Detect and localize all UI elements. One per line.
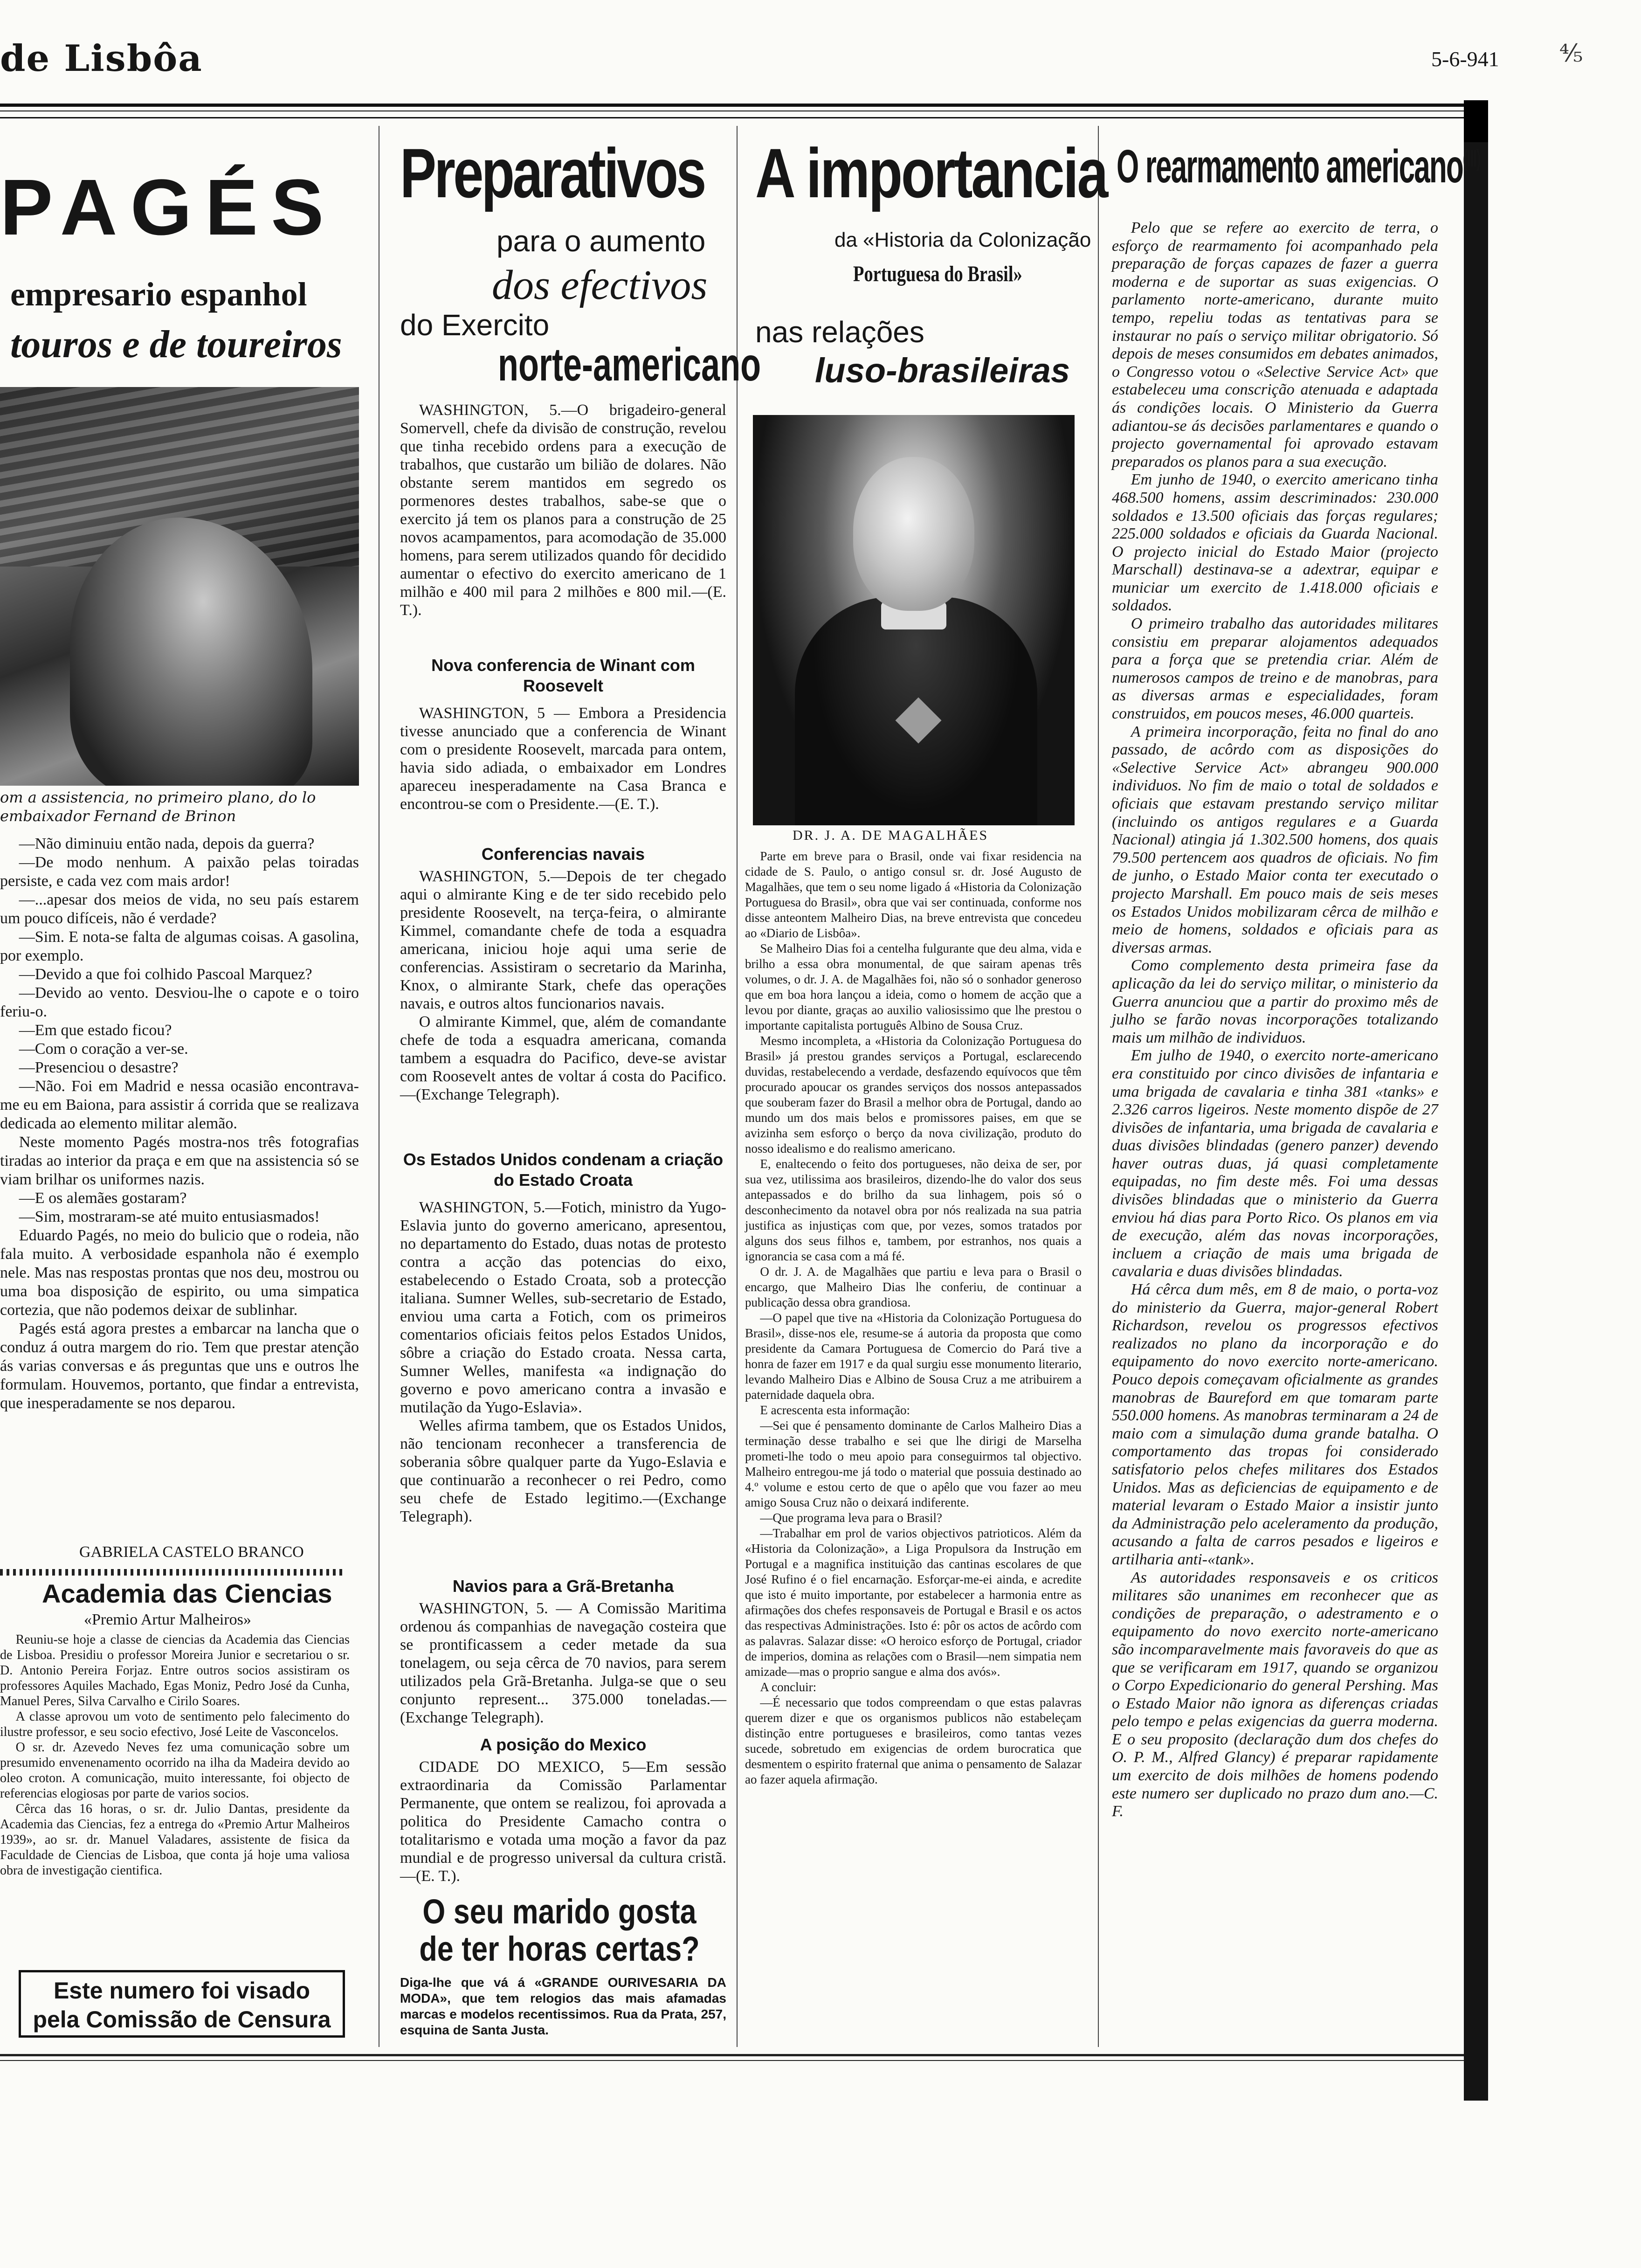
masthead: de Lisbôa (0, 37, 203, 80)
paragraph: WASHINGTON, 5. — A Comissão Maritima ordenou ás companhias de navegação costeira que se prontificassem a ceder metade da sua tonelagem, ou seja cêrca de 70 navios, para serem utilizados pela Grã-Bretanha. Julga-se que o seu conjunto represent... 375.000 toneladas.—(Exchange Telegraph). (400, 1600, 726, 1726)
paragraph: Em julho de 1940, o exercito norte-americano era constituido por cinco divisões de infantaria e uma brigada de cavalaria e tinha 381 «tanks» e 2.326 carros ligeiros. Neste momento dispõe de 27 divisões de infantaria, uma brigada de cavalaria e duas divisões blindadas (genero panzer) devendo haver outras duas, já quasi completamente equipadas, no fim deste mês. Foi uma dessas divisões blindadas que o ministerio da Guerra enviou há dias para Porto Rico. Os planos em via de execução, além das novas incorporações, incluem a criação de mais uma brigada de cavalaria e duas divisões blindadas. (1112, 1047, 1438, 1280)
footer-rule-thin (0, 2060, 1464, 2061)
advert-headline (417, 1893, 702, 1968)
paragraph: —O papel que tive na «Historia da Colonização Portuguesa do Brasil», disse-nos ele, resume-se á autoria da proposta que como presidente da Camara Portuguesa de Comercio do Pará tive a honra de fazer em 1917 e da qual surgiu esse monumento literario, levando Malheiro Dias e Albino de Sousa Cruz a me atribuirem a paternidade daquela obra. (745, 1311, 1082, 1402)
paragraph: E, enaltecendo o feito dos portugueses, não deixa de ser, por sua vez, utilissima aos brasileiros, dizendo-lhe do valor dos seus antepassados e do brilho da sua linhagem, pois só o desconhecimento da notavel obra por nós realizada na sua patria justifica as injustiças com que, por vezes, somos tratados por alguns dos seus filhos e, tambem, por estranhos, nos quais a ignorancia se casa com a má fé. (745, 1157, 1082, 1263)
subhead-croata: Os Estados Unidos condenam a criação do Estado Croata (403, 1150, 724, 1189)
column-rule (1098, 126, 1099, 2047)
portrait-caption: DR. J. A. DE MAGALHÃES (793, 828, 989, 843)
paragraph: Em junho de 1940, o exercito americano tinha 468.500 homens, assim descriminados: 230.000 soldados e 13.500 oficiais das forças regulares; 225.000 soldados e oficiais da Guarda Nacional. O projecto inicial do Estado Maior (projecto Marschall) destinava-se a adextrar, equipar e municiar um exercito de 1.418.000 oficiais e soldados. (1112, 471, 1438, 615)
paragraph: —...apesar dos meios de vida, no seu país estarem um pouco difíceis, não é verdade? (0, 891, 359, 927)
paragraph: —Sim. E nota-se falta de algumas coisas. A gasolina, por exemplo. (0, 928, 359, 964)
paragraph: WASHINGTON, 5.—O brigadeiro-general Somervell, chefe da divisão de construção, revelou que tinha recebido ordens para a execução de trabalhos, que custarão um bilião de dolares. Não obstante serem mantidos em segredo os pormenores destes trabalhos, sabe-se que o exercito já tem os planos para a construção de 25 novos acampamentos, para acomodação de 35.000 homens, para serem utilizados quando fôr decidido aumentar o efectivo do exercito americano de 1 milhão e 400 mil para 2 milhões e 800 mil.—(E. T.). (400, 401, 726, 619)
bullring-photo (0, 387, 359, 786)
paragraph: —Sei que é pensamento dominante de Carlos Malheiro Dias a terminação desse trabalho e sei que lhe dirigi de Marselha prometi-lhe todo o meu apoio para conseguirmos tal objectivo. Malheiro entregou-me já todo o material que possuia destinado ao 4.º volume e estou certo de que o apêlo que vou fazer ao meu amigo Sousa Cruz não o deixará indiferente. (745, 1418, 1082, 1509)
rearmamento-headline (1117, 140, 1480, 194)
rearmamento-part-number: (III) (1462, 145, 1481, 172)
paragraph: —Com o coração a ver-se. (19, 1040, 188, 1058)
mexico-body (400, 1758, 726, 1885)
rearmamento-title-text: O rearmamento americano (1117, 140, 1463, 193)
paragraph: Pelo que se refere ao exercito de terra, o esforço de rearmamento foi acompanhado pela preparação de forças capazes de fazer a guerra moderna e de suportar as suas exigencias. O parlamento norte-americano, durante muito tempo, repeliu todas as tentativas para se instaurar no país o serviço militar obrigatorio. Só depois de meses consumidos em debates animados, o Congresso votou o «Selective Service Act» que estabeleceu uma conscrição atenuada e adaptada ás condições locais. O Ministerio da Guerra adiantou-se ás decisões parlamentares e quando o projecto governamental foi aprovado estavam preparados os planos para a sua execução. (1112, 219, 1438, 470)
paragraph: Parte em breve para o Brasil, onde vai fixar residencia na cidade de S. Paulo, o antigo consul sr. dr. José Augusto de Magalhães, que tem o seu nome ligado á «Historia da Colonização Portuguesa do Brasil», obra que vai ser continuada, conforme nos disse anteontem Malheiro Dias, na breve entrevista que concedeu ao «Diario de Lisbôa». (745, 849, 1082, 940)
censorship-line: pela Comissão de Censura (33, 2006, 331, 2033)
importancia-deck: da «Historia da Colonização (834, 228, 1091, 251)
paragraph: Reuniu-se hoje a classe de ciencias da Academia das Ciencias de Lisboa. Presidiu o professor Moreira Junior e secretariou o sr. D. Antonio Pereira Forjaz. Entre outros socios assistiram os professores Aquiles Machado, Egas Moniz, Pedro José da Cunha, Manuel Peres, Silva Carvalho e Cirilo Soares. (0, 1632, 350, 1708)
paragraph: A concluir: (760, 1680, 817, 1694)
croata-body (400, 1198, 726, 1526)
subhead-winant: Nova conferencia de Winant com Roosevelt (431, 656, 695, 695)
magalhaes-portrait (753, 415, 1075, 825)
preparativos-lead (400, 401, 726, 619)
paragraph: —Presenciou o desastre? (19, 1059, 179, 1076)
academia-subheadline: «Premio Artur Malheiros» (84, 1611, 251, 1628)
pages-byline: GABRIELA CASTELO BRANCO (79, 1543, 304, 1561)
paragraph: —Devido a que foi colhido Pascoal Marquez? (19, 966, 312, 983)
section-divider (0, 1569, 345, 1576)
paragraph: Há cêrca dum mês, em 8 de maio, o porta-voz do ministerio da Guerra, major-general Robert Richardson, revelou os progressos efectivos realizados no plano da incorporação e do equipamento do novo exercito norte-americano. Pouco depois começavam oficialmente as grandes manobras de Baureford em que tomaram parte 550.000 homens. As manobras terminaram a 24 de maio com a simulação duma grande batalha. O comportamento das tropas foi considerado satisfatorio pelos chefes militares dos Estados Unidos. Mas as deficiencias de equipamento e de material levaram o Estado Maior a insistir junto da Administração pelo aceleramento da produção, acusando a falta de carros pesados e ligeiros e artilharia anti-«tank». (1112, 1281, 1438, 1568)
issue-date: 5-6-941 (1431, 47, 1499, 71)
paragraph: —Não. Foi em Madrid e nessa ocasião encontrava-me eu em Baiona, para assistir á corrida que se realizava dedicada ao elemento militar alemão. (0, 1078, 359, 1132)
portrait-head (853, 457, 974, 611)
paragraph: —Sim, mostraram-se até muito entusiasmados! (19, 1208, 320, 1225)
paragraph: Pagés está agora prestes a embarcar na lancha que o conduz á outra margem do rio. Tem que prestar atenção ás varias conversas e ás preguntas que uns e outros lhe formulam. Houvemos, portanto, que findar a entrevista, que inesperadamente se nos deparou. (0, 1320, 359, 1412)
subhead-navios: Navios para a Grã-Bretanha (452, 1577, 674, 1596)
paragraph: —Devido ao vento. Desviou-lhe o capote e o toiro feriu-o. (0, 984, 359, 1020)
right-margin-bar-cap (1464, 100, 1488, 142)
paragraph: —Que programa leva para o Brasil? (760, 1511, 942, 1525)
column-rule (737, 126, 738, 2047)
paragraph: Se Malheiro Dias foi a centelha fulgurante que deu alma, vida e brilho a essa obra monumental, de que sairam apenas três volumes, o dr. J. A. de Magalhães foi, não só o sonhador generoso que em boa hora lançou a ideia, como o homem de acção que a levou por diante, graças ao auxilio valiosissimo que lhe prestou o importante capitalista português Albino de Sousa Cruz. (745, 941, 1082, 1032)
paragraph: As autoridades responsaveis e os criticos militares são unanimes em reconhecer que as condições de preparação, o adestramento e o equipamento do novo exercito norte-americano são incomparavelmente mais favoraveis do que as que se verificaram em 1917, quando se organizou o Corpo Expedicionario do general Pershing. Mas o Estado Maior não ignora as diferenças criadas pelo tempo e pelas exigencias da guerra moderna. E o seu proposito (declaração dum dos chefes do O. P. M., Alfred Glancy) é preparar rapidamente um exercito de dois milhões de homens podendo este numero ser duplicado no prazo dum ano.—C. F. (1112, 1569, 1438, 1820)
pages-body (0, 835, 359, 1413)
paragraph: Como complemento desta primeira fase da aplicação da lei do serviço militar, o ministerio da Guerra anunciou que a partir do proximo mês de julho se farão novas incorporações totalizando mais um milhão de individuos. (1112, 957, 1438, 1046)
paragraph: CIDADE DO MEXICO, 5—Em sessão extraordinaria da Comissão Parlamentar Permanente, que ontem se realizou, foi aprovada a politica do Presidente Camacho contra o totalitarismo e votada uma moção a favor da paz mundial e de progresso universal da cultura cristã.—(E. T.). (400, 1758, 726, 1885)
pages-subheadline: empresario espanhol (10, 276, 307, 313)
right-margin-bar (1464, 100, 1488, 2101)
importancia-deck-bold: luso-brasileiras (815, 351, 1070, 390)
academia-body (0, 1632, 350, 1878)
paragraph: Cêrca das 16 horas, o sr. dr. Julio Dantas, presidente da Academia das Ciencias, fez a entrega do «Premio Artur Malheiros 1939», ao sr. dr. Manuel Valadares, assistente de fisica da Faculdade de Ciencias de Lisboa, que conta já hoje uma valiosa obra de investigação cientifica. (0, 1802, 350, 1878)
paragraph: Neste momento Pagés mostra-nos três fotografias tiradas ao interior da praça e em que na assistencia só se viam brilhar os uniformes nazis. (0, 1134, 359, 1188)
paragraph: O sr. dr. Azevedo Neves fez uma comunicação sobre um presumido envenenamento ocorrido na ilha da Madeira devido ao oleo croton. A comunicação, muito interessante, foi objecto de referencias elogiosas por parte de varios socios. (0, 1740, 350, 1801)
paragraph: —Em que estado ficou? (19, 1022, 172, 1039)
winant-body (400, 704, 726, 813)
paragraph: WASHINGTON, 5.—Depois de ter chegado aqui o almirante King e de ter sido recebido pelo presidente Roosevelt, na terça-feira, o almirante Kimmel, comandante chefe de toda a esquadra americana, iniciou hoje aqui uma serie de conferencias. Assistiram o secretario da Marinha, Knox, o almirante Stark, chefe das operações navais, e outros altos funcionarios navais. (400, 868, 726, 1012)
paragraph: —Não diminuiu então nada, depois da guerra? (19, 835, 315, 852)
advert-headline-line: O seu marido gosta (422, 1892, 696, 1931)
censorship-line: Este numero foi visado (53, 1978, 310, 2004)
paragraph: Welles afirma tambem, que os Estados Unidos, não tencionam reconhecer a transferencia de soberania sôbre qualquer parte da Yugo-Eslavia e que continuarão a reconhecer o rei Pedro, como seu chefe de Estado legitimo.—(Exchange Telegraph). (400, 1417, 726, 1525)
subhead-mexico: A posição do Mexico (480, 1735, 647, 1754)
paragraph: A primeira incorporação, feita no final do ano passado, de acôrdo com as disposições do «Selective Service Act» abrangeu 900.000 individuos. No fim de maio o total de soldados e oficiais que estavam prestando serviço militar (incluindo os antigos regulares e a Guarda Nacional) atingia já 1.302.500 homens, dos quais 79.500 pertencem aos quadros de oficiais. No fim de junho, o Estado Maior conta ter executado o projecto Marshall. Em pouco mais de seis meses os Estados Unidos mobilizaram cêrca de milhão e meio de homens, soldados e oficiais para as diversas armas. (1112, 723, 1438, 956)
paragraph: Mesmo incompleta, a «Historia da Colonização Portuguesa do Brasil» já prestou grandes serviços a Portugal, esclarecendo duvidas, restabelecendo a verdade, desfazendo equívocos que têm procurado apoucar os grandes serviços dos nossos antepassados que souberam fazer do Brasil a melhor obra de Portugal, dando ao mundo um dos mais belos e promissores paises, em que se avizinha sem esforço o berço da nova civilização, produto do nosso idealismo e do realismo americano. (745, 1034, 1082, 1155)
footer-rule (0, 2054, 1464, 2056)
importancia-body (745, 849, 1082, 1787)
subhead-navais: Conferencias navais (481, 844, 645, 864)
paragraph: Eduardo Pagés, no meio do bulicio que o rodeia, não fala muito. A verbosidade espanhola não é exemplo nele. Mas nas respostas prontas que nos deu, mostrou ou uma boa disposição de espirito, ou uma simpatica cortezia, que não podemos deixar de sublinhar. (0, 1227, 359, 1319)
importancia-deck: nas relações (755, 315, 924, 349)
paragraph: E acrescenta esta informação: (760, 1403, 910, 1417)
importancia-deck: Portuguesa do Brasil» (853, 262, 1022, 286)
paragraph: —E os alemães gostaram? (19, 1189, 187, 1207)
paragraph: WASHINGTON, 5.—Fotich, ministro da Yugo-Eslavia junto do governo americano, apresentou, no departamento do Estado, duas notas de protesto contra a acção das potencias do eixo, estabelecendo o Estado Croata, sob a protecção italiana. Sumner Welles, sub-secretario de Estado, enviou uma carta a Fotich, com os primeiros comentarios oficiais feitos pelos Estados Unidos, sôbre a criação do Estado croata. Nessa carta, Sumner Welles, manifesta «a indignação do governo e povo americano contra a invasão e mutilação da Yugo-Eslavia». (400, 1199, 726, 1416)
preparativos-deck-italic: dos efectivos (492, 262, 708, 308)
paragraph: O primeiro trabalho das autoridades militares consistiu em preparar alojamentos adequados para a força que se pretendia criar. Além de numerosos campos de treino e de manobras, para as diversas armas e especialidades, foram construidos, em poucos meses, 46.000 quarteis. (1112, 615, 1438, 723)
header-rule (0, 104, 1464, 118)
advert-headline-line: de ter horas certas? (419, 1929, 700, 1968)
censorship-notice (19, 1970, 345, 2038)
paragraph: A classe aprovou um voto de sentimento pelo falecimento do ilustre professor, e seu socio efectivo, José Leite de Vasconcelos. (0, 1709, 350, 1739)
academia-headline: Academia das Ciencias (42, 1579, 332, 1608)
paragraph: WASHINGTON, 5 — Embora a Presidencia tivesse anunciado que a conferencia de Winant com o presidente Roosevelt, marcada para ontem, havia sido adiada, o embaixador em Londres apareceu inesperadamente na Casa Branca e encontrou-se com o Presidente.—(E. T.). (400, 705, 726, 813)
paragraph: —Trabalhar em prol de varios objectivos patrioticos. Além da «Historia da Colonização», a Liga Propulsora da Instrução em Portugal e a magnifica instituição das cantinas escolares de que José Rufino é o fiel encarnação. Esforçar-me-ei ainda, e acredite que isto é muito importante, por estabelecer a harmonia entre as afirmações dos chefes responsaveis de Portugal e Brasil e os actos das respectivas Administrações. Isto é: pôr os actos de acôrdo com as palavras. Salazar disse: «O heroico esforço de Portugal, criador de imperios, domina as relações com o Brasil—nem simpatia nem amizade—mas o proprio sangue e alma dos avós». (745, 1526, 1082, 1679)
paragraph: O dr. J. A. de Magalhães que partiu e leva para o Brasil o encargo, que Malheiro Dias lhe conferiu, de continuar a publicação dessa obra grandiosa. (745, 1265, 1082, 1309)
pages-headline: PAGÉS (0, 163, 337, 252)
navais-body (400, 867, 726, 1104)
pages-photo-caption: om a assistencia, no primeiro plano, do lo embaixador Fernand de Brinon (0, 788, 316, 825)
pages-subheadline-italic: touros e de toureiros (10, 323, 342, 366)
preparativos-headline: Preparativos (400, 134, 704, 212)
preparativos-deck: do Exercito (400, 308, 550, 342)
preparativos-deck: para o aumento (496, 224, 706, 258)
navios-body (400, 1599, 726, 1727)
corner-mark: ⁴⁄₅ (1559, 40, 1583, 68)
paragraph: —De modo nenhum. A paixão pelas toiradas persiste, e cada vez com mais ardor! (0, 854, 359, 890)
paragraph: O almirante Kimmel, que, além de comandante chefe de toda a esquadra americana, comanda tambem a esquadra do Pacifico, deve-se avistar com Roosevelt antes de voltar á costa do Pacifico.—(Exchange Telegraph). (400, 1013, 726, 1103)
advert-body: Diga-lhe que vá á «GRANDE OURIVESARIA DA MODA», que tem relogios das mais afamadas marcas e modelos recentissimos. Rua da Prata, 257, esquina de Santa Justa. (400, 1975, 726, 2037)
preparativos-deck-bold: norte-americano (498, 339, 761, 391)
importancia-headline: A importancia (755, 134, 1107, 212)
rearmamento-body (1112, 219, 1438, 1821)
paragraph: —É necessario que todos compreendam o que estas palavras querem dizer e que os organismos publicos não estabeleçam distinção entre portugueses e brasileiros, como tantas vezes sucede, sobretudo em exigencias de ordem burocratica que desmentem o espirito fraternal que anima o pensamento de Salazar ao fazer aquela afirmação. (745, 1695, 1082, 1786)
